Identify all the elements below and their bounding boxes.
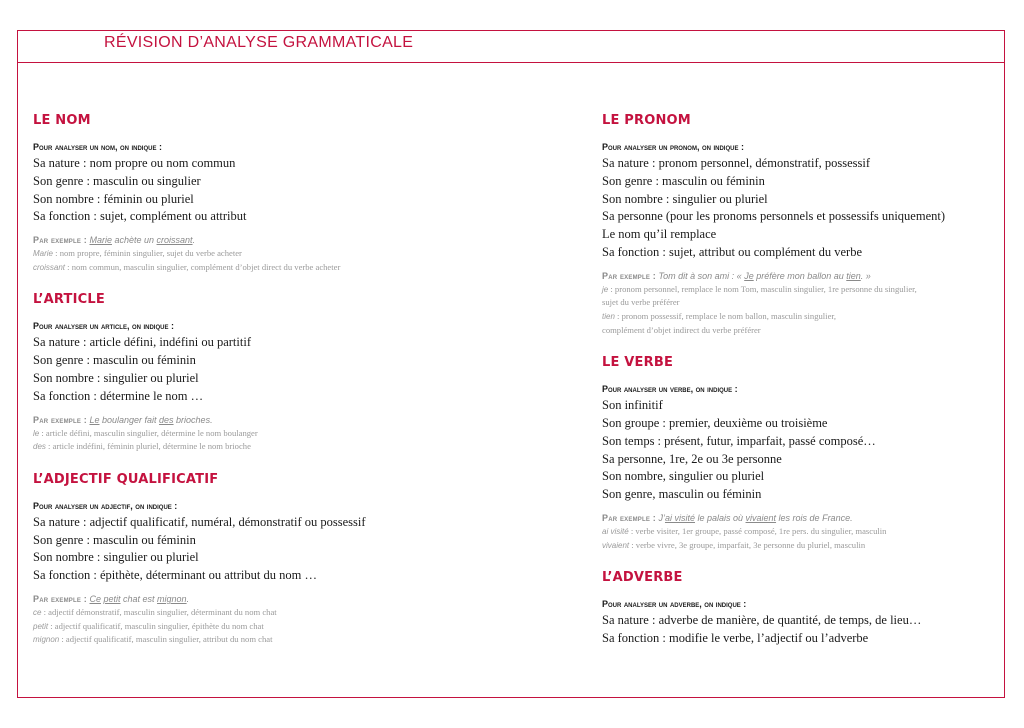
- example-label: Par exemple :: [33, 414, 87, 425]
- detail-text: : nom propre, féminin singulier, sujet du verbe acheter: [53, 248, 242, 259]
- section-adverbe: [602, 569, 997, 648]
- example-label: Par exemple :: [602, 512, 656, 523]
- detail-term: ai visité: [602, 526, 629, 536]
- detail-text: : nom commun, masculin singulier, complément d’objet direct du verbe acheter: [65, 261, 341, 272]
- example-sentence: [602, 269, 997, 283]
- example-detail: [602, 296, 997, 310]
- property-line: Son nombre, singulier ou pluriel: [602, 469, 765, 484]
- section-nom: [33, 112, 473, 274]
- property-line: Sa fonction : épithète, déterminant ou attribut du nom …: [33, 568, 317, 583]
- detail-term: des: [33, 442, 46, 452]
- example-detail: [33, 633, 473, 647]
- detail-text: sujet du verbe préférer: [602, 297, 680, 308]
- property-line: Son genre : masculin ou féminin: [33, 353, 196, 368]
- detail-text: : adjectif qualificatif, masculin singulier, épithète du nom chat: [48, 620, 264, 631]
- property-line: Sa nature : adjectif qualificatif, numéral, démonstratif ou possessif: [33, 514, 366, 529]
- detail-text: : verbe vivre, 3e groupe, imparfait, 3e personne du pluriel, masculin: [629, 539, 866, 550]
- detail-term: ce: [33, 607, 42, 617]
- property-line: Son nombre : féminin ou pluriel: [33, 191, 194, 206]
- detail-term: le: [33, 428, 40, 438]
- property-line: Sa nature : adverbe de manière, de quantité, de temps, de lieu…: [602, 613, 922, 628]
- example-word: Marie: [89, 235, 112, 246]
- property-line: Le nom qu’il remplace: [602, 227, 717, 242]
- example-label: Par exemple :: [33, 235, 87, 246]
- example-word: Le: [89, 414, 100, 425]
- property-line: Sa nature : article défini, indéfini ou partitif: [33, 335, 251, 350]
- section-title: LE PRONOM: [602, 113, 691, 128]
- example-word: des: [159, 414, 174, 425]
- example-detail: [602, 525, 997, 539]
- property-line: Sa fonction : sujet, attribut ou complément du verbe: [602, 244, 863, 259]
- section-intro: Pour analyser un adverbe, on indique :: [602, 599, 747, 610]
- example-text: achète un: [111, 235, 157, 246]
- example-label: Par exemple :: [602, 270, 656, 281]
- section-intro: Pour analyser un nom, on indique :: [33, 142, 162, 152]
- example-word: tien: [846, 270, 861, 281]
- example-word: ai visité: [664, 512, 695, 523]
- example-word: petit: [103, 593, 121, 604]
- section-title: L’ADJECTIF QUALIFICATIF: [33, 471, 219, 487]
- example-word: croissant: [156, 235, 193, 246]
- example-sentence: [33, 233, 473, 247]
- section-pronom: [602, 112, 997, 337]
- property-line: Sa fonction : sujet, complément ou attribut: [33, 209, 247, 224]
- example-detail: [33, 440, 473, 454]
- detail-text: complément d’objet indirect du verbe préférer: [602, 324, 761, 335]
- detail-text: : pronom possessif, remplace le nom ballon, masculin singulier,: [614, 310, 837, 321]
- property-line: Son nombre : singulier ou pluriel: [33, 550, 199, 565]
- example-text: .: [186, 593, 190, 604]
- example-text: boulanger fait: [99, 414, 160, 425]
- property-line: Son genre : masculin ou féminin: [33, 532, 196, 547]
- example-text: préfère mon ballon au: [753, 270, 847, 281]
- detail-text: : verbe visiter, 1er groupe, passé composé, 1re pers. du singulier, masculin: [628, 525, 887, 536]
- example-text: le palais où: [694, 512, 746, 523]
- property-line: Sa nature : pronom personnel, démonstratif, possessif: [602, 156, 871, 170]
- property-line: Sa nature : nom propre ou nom commun: [33, 156, 236, 170]
- detail-text: : adjectif qualificatif, masculin singulier, attribut du nom chat: [59, 634, 273, 645]
- section-intro: Pour analyser un article, on indique :: [33, 321, 174, 332]
- detail-text: : adjectif démonstratif, masculin singulier, déterminant du nom chat: [41, 606, 277, 617]
- section-title: L’ARTICLE: [33, 292, 105, 308]
- example-word: vivaient: [745, 512, 777, 523]
- section-intro: Pour analyser un pronom, on indique :: [602, 142, 744, 152]
- example-detail: [33, 427, 473, 441]
- example-detail: [33, 620, 473, 634]
- header-divider: [17, 62, 1005, 63]
- detail-term: vivaient: [602, 540, 630, 550]
- example-text: les rois de France.: [776, 512, 853, 523]
- example-text: . »: [860, 270, 871, 281]
- example-detail: [602, 310, 997, 324]
- example-label: Par exemple :: [33, 593, 87, 604]
- property-line: Sa personne, 1re, 2e ou 3e personne: [602, 451, 782, 466]
- example-detail: [602, 324, 997, 338]
- detail-term: Marie: [33, 249, 54, 259]
- property-line: Sa fonction : modifie le verbe, l’adjectif ou l’adverbe: [602, 630, 869, 645]
- property-line: Son genre, masculin ou féminin: [602, 487, 762, 502]
- property-line: Son nombre : singulier ou pluriel: [33, 370, 199, 385]
- property-line: Son genre : masculin ou singulier: [33, 173, 201, 188]
- property-line: Sa personne (pour les pronoms personnels et possessifs uniquement): [602, 209, 945, 224]
- example-sentence: [33, 413, 473, 427]
- section-article: [33, 291, 473, 453]
- detail-text: : article indéfini, féminin pluriel, détermine le nom brioche: [45, 441, 251, 452]
- example-detail: [602, 283, 997, 297]
- example-text: J’: [658, 512, 665, 523]
- page-title: RÉVISION D’ANALYSE GRAMMATICALE: [104, 34, 414, 51]
- detail-text: : pronom personnel, remplace le nom Tom, masculin singulier, 1re personne du singulier,: [608, 283, 917, 294]
- property-line: Son nombre : singulier ou pluriel: [602, 191, 768, 206]
- property-line: Son groupe : premier, deuxième ou troisième: [602, 415, 828, 430]
- example-detail: [33, 261, 473, 275]
- example-text: chat est: [120, 593, 158, 604]
- section-title: LE VERBE: [602, 355, 674, 371]
- right-column: [602, 112, 997, 648]
- section-intro: Pour analyser un verbe, on indique :: [602, 384, 738, 395]
- section-adjectif: [33, 471, 473, 647]
- section-verbe: [602, 354, 997, 552]
- detail-term: croissant: [33, 262, 66, 272]
- detail-term: petit: [33, 621, 49, 631]
- example-detail: [33, 606, 473, 620]
- section-intro: Pour analyser un adjectif, on indique :: [33, 500, 178, 511]
- example-word: Je: [744, 270, 754, 281]
- section-title: LE NOM: [33, 113, 91, 128]
- example-sentence: [602, 511, 997, 525]
- example-text: Tom dit à son ami : «: [658, 270, 745, 281]
- example-detail: [33, 247, 473, 261]
- section-title: L’ADVERBE: [602, 570, 683, 586]
- detail-term: tien: [602, 311, 615, 321]
- example-word: mignon: [157, 593, 187, 604]
- property-line: Son genre : masculin ou féminin: [602, 173, 765, 188]
- detail-term: mignon: [33, 635, 60, 645]
- property-line: Sa fonction : détermine le nom …: [33, 388, 204, 403]
- example-detail: [602, 539, 997, 553]
- example-text: .: [192, 235, 196, 246]
- detail-text: : article défini, masculin singulier, détermine le nom boulanger: [39, 427, 258, 438]
- example-word: Ce: [89, 593, 101, 604]
- example-text: brioches.: [173, 414, 213, 425]
- left-column: [33, 112, 473, 647]
- property-line: Son temps : présent, futur, imparfait, passé composé…: [602, 433, 876, 448]
- example-sentence: [33, 592, 473, 606]
- property-line: Son infinitif: [602, 398, 663, 413]
- detail-term: je: [602, 284, 609, 294]
